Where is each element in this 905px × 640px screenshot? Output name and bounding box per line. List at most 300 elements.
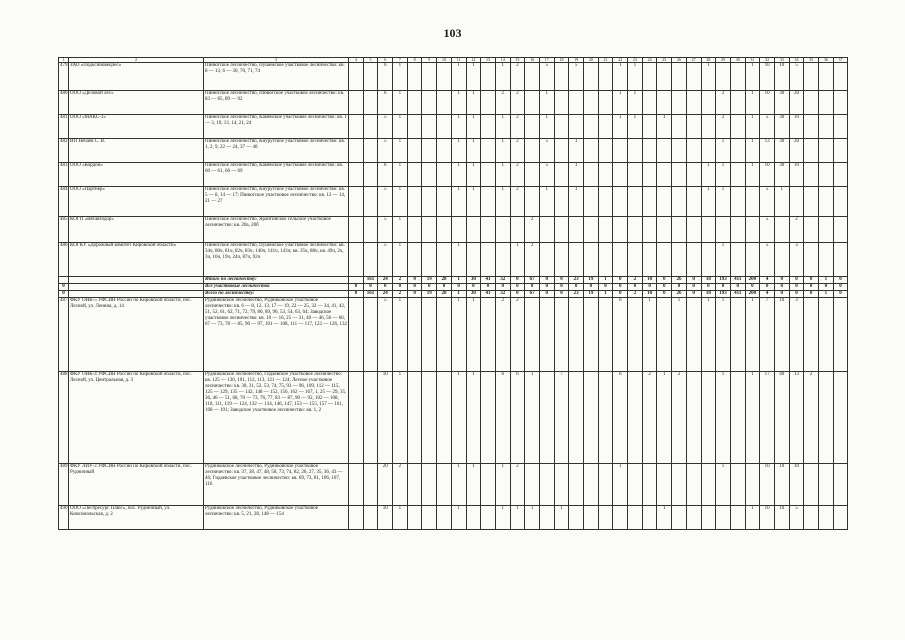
value-cell: 5 <box>378 187 393 217</box>
value-cell: 1 <box>657 506 672 530</box>
value-cell <box>819 298 834 372</box>
value-cell: 1 <box>495 187 510 217</box>
total-value: 0 <box>730 284 745 291</box>
total-value: 161 <box>363 277 378 284</box>
total-value: 200 <box>745 277 760 284</box>
total-value: 0 <box>833 291 848 298</box>
value-cell <box>407 464 422 506</box>
total-value: 24 <box>378 291 393 298</box>
total-value: 67 <box>525 277 540 284</box>
total-value: 4 <box>760 291 775 298</box>
value-cell <box>833 298 848 372</box>
value-cell: 7 <box>554 372 569 464</box>
value-cell: 2 <box>525 217 540 243</box>
total-value: 0 <box>451 284 466 291</box>
value-cell: 1 <box>393 217 408 243</box>
value-cell: 1 <box>525 372 540 464</box>
table-row <box>59 217 848 243</box>
value-cell <box>349 372 364 464</box>
value-cell: 1 <box>510 243 525 277</box>
total-value: 0 <box>407 277 422 284</box>
value-cell: 30 <box>774 139 789 163</box>
value-cell <box>437 298 452 372</box>
value-cell <box>833 163 848 187</box>
value-cell: 1 <box>745 163 760 187</box>
value-cell: 2 <box>672 372 687 464</box>
value-cell <box>569 372 584 464</box>
value-cell <box>833 91 848 115</box>
total-value: 0 <box>422 284 437 291</box>
value-cell <box>437 243 452 277</box>
table-row <box>59 464 848 506</box>
value-cell <box>657 217 672 243</box>
value-cell: 13 <box>789 372 804 464</box>
total-value: 161 <box>363 291 378 298</box>
value-cell <box>422 217 437 243</box>
value-cell <box>789 187 804 217</box>
total-value: 32 <box>495 291 510 298</box>
value-cell <box>554 139 569 163</box>
value-cell: 1 <box>393 115 408 139</box>
value-cell: 2 <box>642 372 657 464</box>
value-cell <box>481 217 496 243</box>
value-cell <box>554 298 569 372</box>
value-cell <box>584 243 599 277</box>
total-value: 0 <box>481 284 496 291</box>
value-cell: 5 <box>539 63 554 91</box>
total-value: 1 <box>451 291 466 298</box>
forest-location: Пинюгское лесничество, Киуругское участковое лесничество: кв. 5 — 8, 14 — 17; Пинюгское участковое лесничество: кв. 12 — 14, 21 — 27 <box>204 187 349 217</box>
total-value: 0 <box>466 284 481 291</box>
value-cell: 10 <box>760 464 775 506</box>
value-cell: 1 <box>466 139 481 163</box>
value-cell <box>495 217 510 243</box>
total-value: 411 <box>730 277 745 284</box>
value-cell: 1 <box>393 187 408 217</box>
value-cell <box>642 217 657 243</box>
total-value: 0 <box>745 284 760 291</box>
forest-location: Рудниковское лесничество, Рудниковское участковое лесничество: кв. 6 — 8, 12, 13, 17 — 19, 22 — 25, 32 — 34, 41, 42, 51, 52, 61, 62, 71, 72, 79, 80, 89, 90, 53, 54, 63, 64; Заводское участковое лесничество: кв. 10 — 16, 25 — 31, 40 — 46, 56 — 60, 67 — 73, 78 — 85, 90 — 97, 101 — 108, 111 — 117, 122 — 126, 132 <box>204 298 349 372</box>
value-cell <box>701 115 716 139</box>
value-cell <box>539 243 554 277</box>
column-number: 29 <box>716 58 731 63</box>
total-value: 19 <box>422 291 437 298</box>
value-cell: 1 <box>451 506 466 530</box>
value-cell <box>686 63 701 91</box>
value-cell: 13 <box>760 139 775 163</box>
value-cell: 1 <box>451 91 466 115</box>
forest-location: Пинюгское лесничество, Каменское участковое лесничество: кв. 60 — 61, 66 — 69 <box>204 163 349 187</box>
value-cell <box>672 139 687 163</box>
value-cell <box>407 163 422 187</box>
column-number: 14 <box>495 58 510 63</box>
column-number: 28 <box>701 58 716 63</box>
organization-name: ФКУ ОИК-4 УФСИН России по Кировской области, пос. Лесной, ул. Центральная, д. 3 <box>69 372 204 464</box>
value-cell <box>349 506 364 530</box>
value-cell: 5 <box>760 115 775 139</box>
value-cell: 1 <box>701 298 716 372</box>
total-value: 1 <box>451 277 466 284</box>
table-row <box>59 243 848 277</box>
value-cell <box>422 63 437 91</box>
column-number: 15 <box>510 58 525 63</box>
total-value: 0 <box>686 284 701 291</box>
column-number: 31 <box>745 58 760 63</box>
value-cell <box>701 464 716 506</box>
value-cell <box>804 187 819 217</box>
column-number: 25 <box>657 58 672 63</box>
total-value: 0 <box>569 284 584 291</box>
forest-location: Пинюгское лесничество, Каменское участковое лесничество: кв. 1 — 3, 10, 13, 14, 21, 24 <box>204 115 349 139</box>
value-cell <box>407 139 422 163</box>
value-cell <box>628 187 643 217</box>
value-cell: 10 <box>789 464 804 506</box>
value-cell: 1 <box>613 464 628 506</box>
value-cell: 5 <box>569 63 584 91</box>
value-cell: 2 <box>716 91 731 115</box>
column-number: 30 <box>730 58 745 63</box>
total-value: 0 <box>554 291 569 298</box>
value-cell: 1 <box>495 163 510 187</box>
value-cell <box>363 139 378 163</box>
value-cell: 1 <box>716 298 731 372</box>
value-cell <box>554 63 569 91</box>
value-cell <box>437 372 452 464</box>
value-cell <box>642 91 657 115</box>
value-cell <box>437 464 452 506</box>
value-cell: 5 <box>378 298 393 372</box>
value-cell: 1 <box>466 372 481 464</box>
total-value: 0 <box>510 277 525 284</box>
column-number: 16 <box>525 58 540 63</box>
value-cell <box>833 217 848 243</box>
row-number: 481 <box>59 115 69 139</box>
value-cell <box>642 163 657 187</box>
value-cell <box>672 63 687 91</box>
total-value: 0 <box>510 284 525 291</box>
value-cell: 1 <box>451 115 466 139</box>
value-cell <box>774 217 789 243</box>
value-cell: 1 <box>642 298 657 372</box>
forest-location: Пинюгское лесничество, Киуругское участковое лесничество: кв. 1, 2, 9, 22 — 24, 37 — 40 <box>204 139 349 163</box>
value-cell <box>363 115 378 139</box>
value-cell <box>363 163 378 187</box>
value-cell: 1 <box>745 372 760 464</box>
value-cell <box>730 91 745 115</box>
table-row <box>59 372 848 464</box>
value-cell <box>407 506 422 530</box>
total-value: 4 <box>760 277 775 284</box>
row-number: 480 <box>59 91 69 115</box>
value-cell: 10 <box>760 163 775 187</box>
value-cell: 1 <box>495 63 510 91</box>
total-value: 2 <box>628 277 643 284</box>
value-cell <box>819 506 834 530</box>
value-cell <box>819 243 834 277</box>
value-cell <box>481 115 496 139</box>
value-cell <box>437 139 452 163</box>
total-value: 0 <box>686 291 701 298</box>
value-cell: 5 <box>789 63 804 91</box>
value-cell: 5 <box>789 506 804 530</box>
value-cell <box>407 91 422 115</box>
row-number: 485 <box>59 217 69 243</box>
value-cell <box>730 506 745 530</box>
value-cell: 1 <box>451 163 466 187</box>
value-cell <box>495 243 510 277</box>
value-cell <box>804 464 819 506</box>
value-cell <box>730 243 745 277</box>
value-cell <box>525 298 540 372</box>
value-cell: 2 <box>510 139 525 163</box>
value-cell: 1 <box>451 187 466 217</box>
value-cell: 1 <box>628 63 643 91</box>
value-cell <box>584 372 599 464</box>
value-cell <box>716 506 731 530</box>
organization-name: ФКУ ЛИУ-3 УФСИН России по Кировской области, пос. Рудничный <box>69 464 204 506</box>
value-cell <box>804 298 819 372</box>
total-value: 0 <box>642 284 657 291</box>
value-cell <box>349 217 364 243</box>
value-cell <box>422 464 437 506</box>
total-value: 0 <box>789 284 804 291</box>
value-cell <box>819 464 834 506</box>
value-cell <box>833 187 848 217</box>
column-number: 3 <box>204 58 349 63</box>
value-cell <box>569 506 584 530</box>
value-cell <box>349 139 364 163</box>
value-cell <box>363 217 378 243</box>
value-cell <box>422 298 437 372</box>
value-cell: 1 <box>569 139 584 163</box>
value-cell <box>363 506 378 530</box>
column-number: 9 <box>422 58 437 63</box>
organization-name: КОГП «Вятавтодор» <box>69 217 204 243</box>
value-cell <box>657 139 672 163</box>
value-cell <box>584 298 599 372</box>
row-number: 486 <box>59 243 69 277</box>
value-cell <box>349 63 364 91</box>
total-value: 0 <box>833 284 848 291</box>
column-number: 8 <box>407 58 422 63</box>
value-cell <box>686 298 701 372</box>
column-number: 7 <box>393 58 408 63</box>
value-cell <box>437 506 452 530</box>
value-cell <box>422 187 437 217</box>
value-cell: 1 <box>554 506 569 530</box>
value-cell <box>701 372 716 464</box>
total-value: 67 <box>525 291 540 298</box>
total-value: 24 <box>378 277 393 284</box>
value-cell: 1 <box>495 464 510 506</box>
organization-name: ООО «Партнёр» <box>69 187 204 217</box>
value-cell <box>804 243 819 277</box>
total-value: 0 <box>804 291 819 298</box>
value-cell: 2 <box>510 115 525 139</box>
organization-name: ООО «Леспресурс Плюс», пос. Рудничный, ул. Комсомольская, д. 2 <box>69 506 204 530</box>
value-cell <box>730 217 745 243</box>
total-value: 1 <box>598 277 613 284</box>
value-cell: 1 <box>393 163 408 187</box>
value-cell <box>569 298 584 372</box>
forest-location: Рудниковское лесничество, Гидаевское участковое лесничество: кв. 125 — 130, 101, 112, 113, 121 — 124; Лесное участковое лесничество: кв. 30, 31, 52, 53, 74, 75, 93 — 96, 109, 112 — 115, 125 — 129, 135 — 142, 148 — 152, 156, 162 — 167, 1, 25 — 29, 35, 36, 46 — 51, 68, 70 — 73, 76, 77, 83 — 87, 90 — 92, 102 — 108, 110, 111, 119 — 124, 132 — 134, 146, 147, 153 — 155, 157 — 161, 168 — 191; Заводское участковое лесничество: кв. 1, 2 <box>204 372 349 464</box>
value-cell: 1 <box>451 372 466 464</box>
value-cell <box>642 506 657 530</box>
organization-name: ООО «Кордон» <box>69 163 204 187</box>
value-cell: 20 <box>789 139 804 163</box>
value-cell <box>554 115 569 139</box>
table-row <box>59 298 848 372</box>
value-cell: 1 <box>716 139 731 163</box>
value-cell: 1 <box>451 464 466 506</box>
total-value: 41 <box>481 277 496 284</box>
value-cell: 1 <box>539 115 554 139</box>
value-cell: 5 <box>378 139 393 163</box>
value-cell <box>422 91 437 115</box>
value-cell: 10 <box>789 115 804 139</box>
forest-location: Рудниковское лесничество, Рудниковское участковое лесничество: кв. 5, 21, 28, 148 — 154 <box>204 506 349 530</box>
forest-location: Рудниковское лесничество, Рудниковское участковое лесничество: кв. 37, 38, 47, 48, 58, 73, 74, 82, 26, 27, 35, 36, 43 — 46; Гидаевское участковое лесничество: кв. 69, 73, 81, 106, 107, 116 <box>204 464 349 506</box>
value-cell <box>569 243 584 277</box>
value-cell <box>569 464 584 506</box>
value-cell: 6 <box>613 372 628 464</box>
value-cell <box>628 298 643 372</box>
value-cell: 2 <box>393 464 408 506</box>
row-number: 482 <box>59 139 69 163</box>
organization-name: КОГКУ «Дорожный комитет Кировской области» <box>69 243 204 277</box>
value-cell <box>833 63 848 91</box>
value-cell <box>437 187 452 217</box>
value-cell <box>613 506 628 530</box>
value-cell <box>481 464 496 506</box>
total-value: 0 <box>554 277 569 284</box>
value-cell <box>686 163 701 187</box>
column-number: 6 <box>378 58 393 63</box>
value-cell <box>730 63 745 91</box>
value-cell <box>657 298 672 372</box>
column-number: 2 <box>69 58 204 63</box>
value-cell: 1 <box>451 63 466 91</box>
value-cell: 1 <box>657 115 672 139</box>
value-cell: 1 <box>466 115 481 139</box>
column-number: 37 <box>833 58 848 63</box>
value-cell <box>657 163 672 187</box>
value-cell <box>525 115 540 139</box>
total-value: 0 <box>701 284 716 291</box>
value-cell <box>745 187 760 217</box>
value-cell <box>466 506 481 530</box>
value-cell <box>628 139 643 163</box>
value-cell: 1 <box>745 298 760 372</box>
value-cell: 1 <box>525 506 540 530</box>
value-cell <box>481 91 496 115</box>
value-cell <box>819 115 834 139</box>
row-number: 488 <box>59 372 69 464</box>
total-value: 41 <box>481 291 496 298</box>
total-value <box>349 277 364 284</box>
value-cell: 1 <box>393 372 408 464</box>
row-number: 479 <box>59 63 69 91</box>
value-cell <box>437 91 452 115</box>
total-row <box>59 291 848 298</box>
value-cell <box>422 163 437 187</box>
value-cell <box>554 243 569 277</box>
value-cell <box>819 139 834 163</box>
total-value: 0 <box>378 284 393 291</box>
total-value: 193 <box>716 277 731 284</box>
value-cell: 20 <box>378 464 393 506</box>
value-cell: 10 <box>774 63 789 91</box>
total-value: 0 <box>407 291 422 298</box>
value-cell <box>657 243 672 277</box>
total-value: 0 <box>349 284 364 291</box>
value-cell <box>833 243 848 277</box>
column-number: 11 <box>451 58 466 63</box>
column-number: 17 <box>539 58 554 63</box>
total-value: 0 <box>510 291 525 298</box>
value-cell <box>481 243 496 277</box>
value-cell <box>584 91 599 115</box>
column-number: 35 <box>804 58 819 63</box>
value-cell <box>598 298 613 372</box>
value-cell <box>349 298 364 372</box>
value-cell <box>407 187 422 217</box>
total-value: 0 <box>804 277 819 284</box>
value-cell <box>539 298 554 372</box>
value-cell <box>833 506 848 530</box>
value-cell: 1 <box>495 115 510 139</box>
column-number: 4 <box>349 58 364 63</box>
value-cell <box>686 91 701 115</box>
value-cell <box>804 63 819 91</box>
value-cell <box>642 115 657 139</box>
value-cell: 1 <box>701 163 716 187</box>
value-cell: 5 <box>378 243 393 277</box>
value-cell <box>642 139 657 163</box>
total-value: 0 <box>789 277 804 284</box>
value-cell <box>525 163 540 187</box>
value-cell <box>407 115 422 139</box>
value-cell <box>349 187 364 217</box>
total-value: 0 <box>363 284 378 291</box>
value-cell <box>598 506 613 530</box>
column-number: 1 <box>59 58 69 63</box>
value-cell: 1 <box>451 243 466 277</box>
value-cell: 5 <box>760 217 775 243</box>
value-cell <box>598 464 613 506</box>
value-cell <box>539 372 554 464</box>
total-value: 200 <box>745 291 760 298</box>
value-cell: 1 <box>701 63 716 91</box>
total-row <box>59 284 848 291</box>
value-cell: 2 <box>510 187 525 217</box>
value-cell <box>701 243 716 277</box>
value-cell <box>598 217 613 243</box>
value-cell <box>701 139 716 163</box>
total-value: 10 <box>642 291 657 298</box>
table-row <box>59 115 848 139</box>
column-number: 12 <box>466 58 481 63</box>
value-cell: 5 <box>539 139 554 163</box>
value-cell <box>598 115 613 139</box>
value-cell: 10 <box>774 464 789 506</box>
total-value: 2 <box>393 291 408 298</box>
value-cell: 1 <box>393 139 408 163</box>
total-value: 0 <box>819 284 834 291</box>
value-cell <box>554 91 569 115</box>
value-cell: 5 <box>539 163 554 187</box>
total-value: 23 <box>569 291 584 298</box>
